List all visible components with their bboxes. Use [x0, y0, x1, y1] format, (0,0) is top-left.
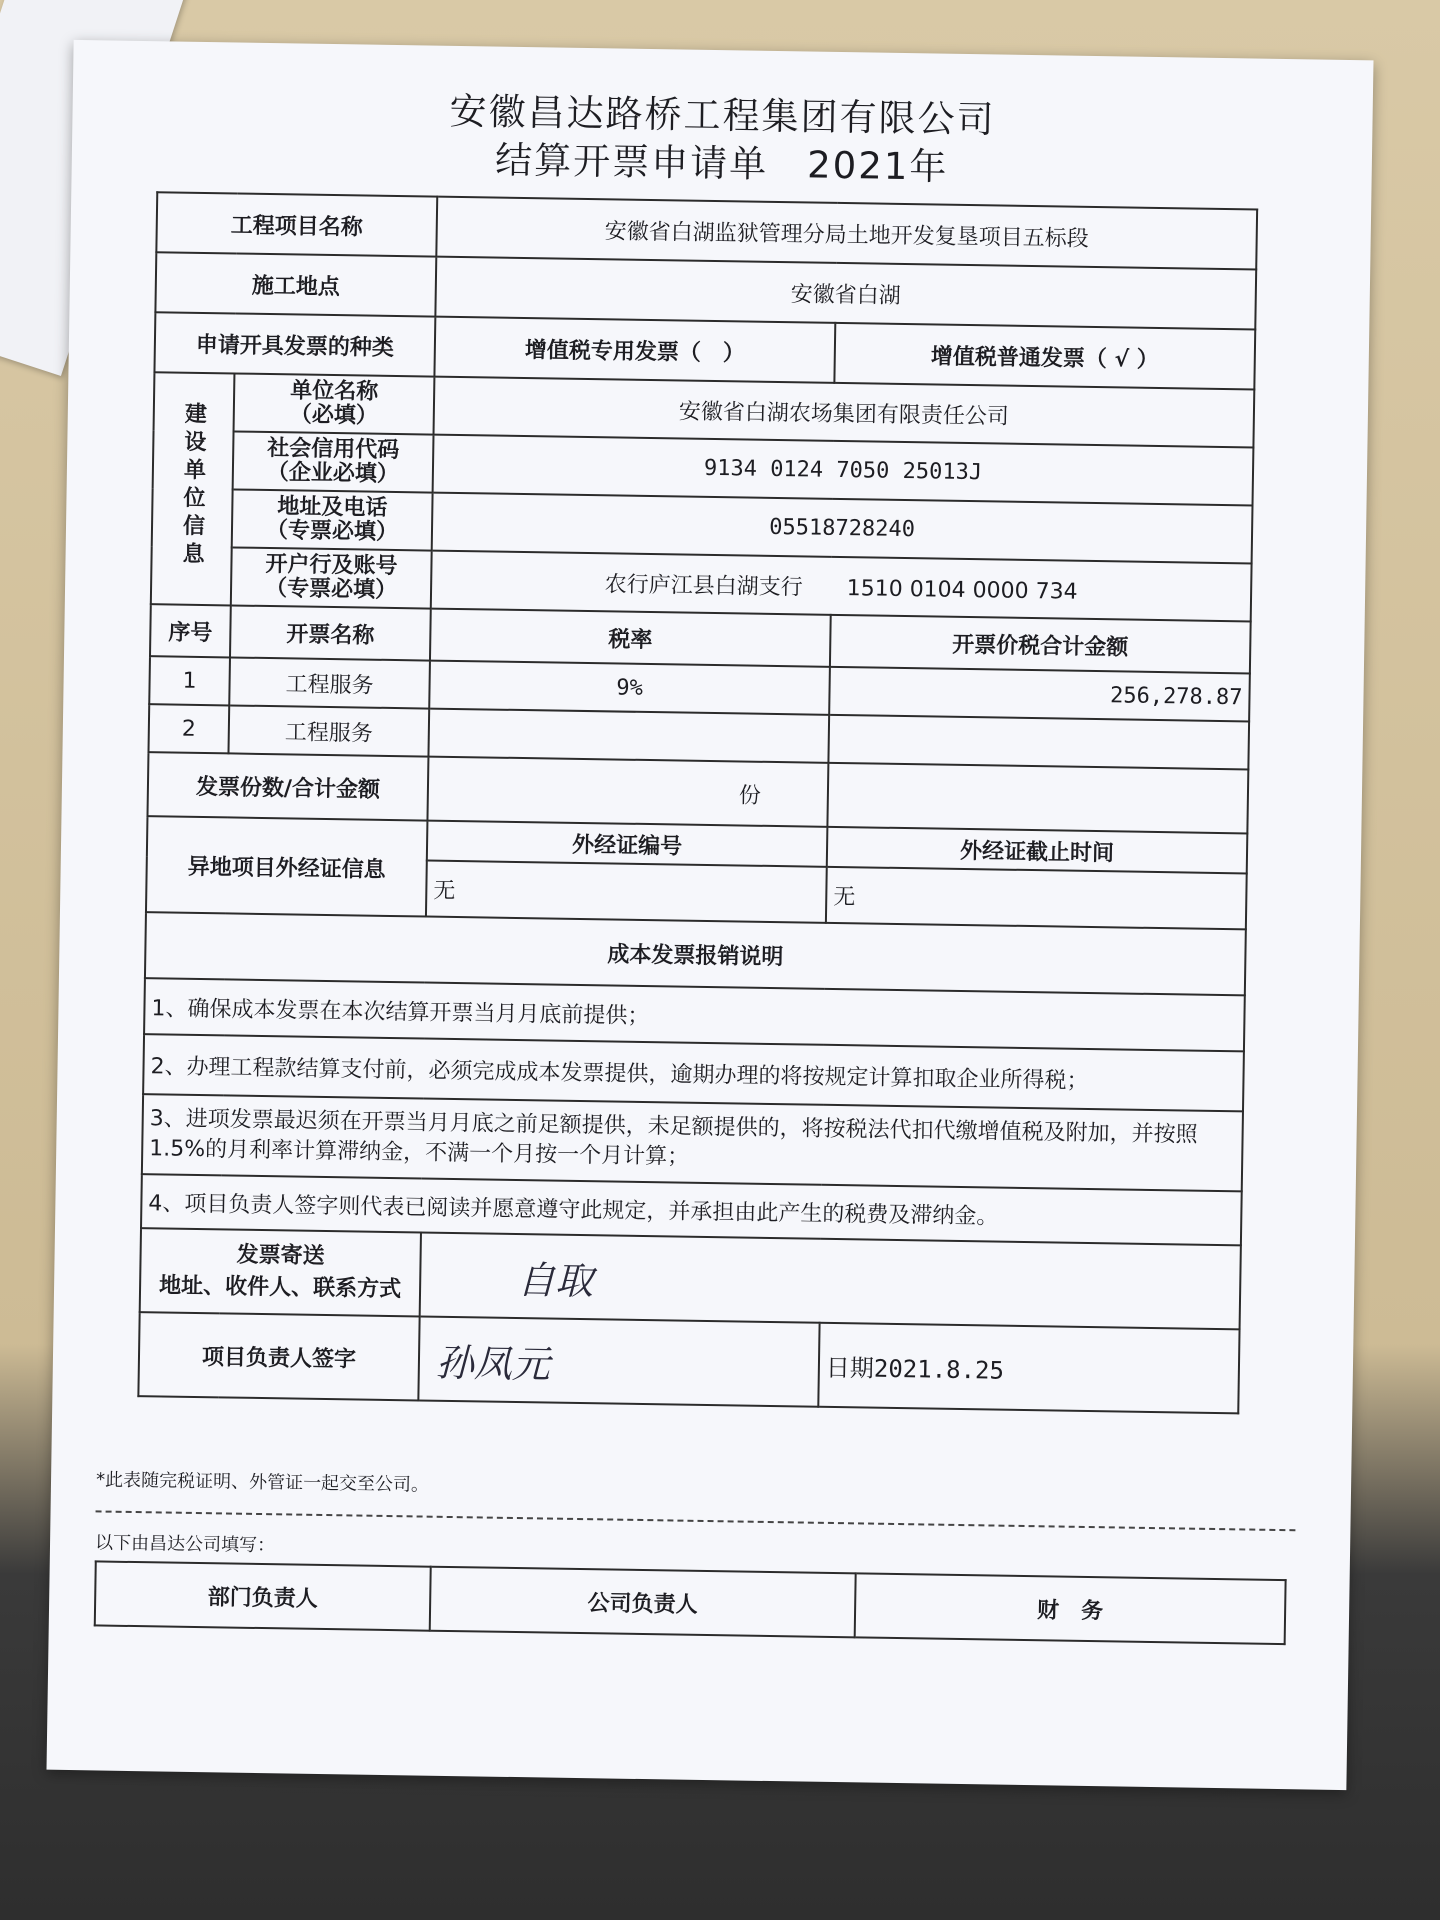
- approval-row: [95, 1561, 1286, 1644]
- project-name-value: 安徽省白湖监狱管理分局土地开发复垦项目五标段: [436, 197, 1257, 270]
- site-label: 施工地点: [155, 252, 436, 316]
- fill-note: 以下由昌达公司填写：: [94, 1532, 276, 1557]
- col-header-amount: 开票价税合计金额: [830, 615, 1251, 674]
- cost-note-4: 4、项目负责人签字则代表已阅读并愿意遵守此规定，并承担由此产生的税费及滞纳金。: [141, 1174, 1242, 1245]
- cut-line: [96, 1510, 1296, 1531]
- remote-label: 异地项目外经证信息: [146, 816, 427, 916]
- address-label: 地址及电话: [277, 494, 388, 521]
- total-amount-cell: [827, 763, 1248, 834]
- unit-name-label: 单位名称: [289, 378, 379, 405]
- row-name: 工程服务: [229, 657, 430, 708]
- cost-note-2: 2、办理工程款结算支付前，必须完成成本发票提供，逾期办理的将按规定计算扣取企业所得税；: [143, 1034, 1244, 1111]
- totals-label: 发票份数/合计金额: [147, 752, 428, 820]
- address-value: 05518728240: [432, 493, 1253, 564]
- row-no: 1: [149, 656, 230, 705]
- unit-name-req: （必填）: [289, 402, 379, 429]
- site-value: 安徽省白湖: [435, 257, 1256, 330]
- special-invoice-option: 增值税专用发票（ ）: [434, 317, 835, 383]
- date-cell: [818, 1323, 1239, 1414]
- signature-label: 项目负责人签字: [138, 1312, 419, 1400]
- project-name-label: 工程项目名称: [156, 192, 437, 256]
- credit-value: 9134 0124 7050 25013J: [433, 435, 1254, 506]
- unit-name-label-cell: [234, 373, 435, 434]
- invoice-type-label: 申请开具发票的种类: [154, 312, 435, 376]
- signature-cell: [418, 1316, 819, 1406]
- cost-note-1: 1、确保成本发票在本次结算开票当月月底前提供；: [144, 978, 1245, 1051]
- bank-req: （专票必填）: [264, 575, 398, 604]
- row-amount: [828, 715, 1249, 770]
- row-amount: 256,278.87: [829, 667, 1250, 722]
- cert-deadline-value: 无: [826, 867, 1247, 930]
- signature-handwriting: 孙凤元: [435, 1340, 551, 1387]
- col-header-rate: 税率: [430, 609, 831, 667]
- builder-group-cell: [151, 372, 235, 605]
- delivery-label-line2: 地址、收件人、联系方式: [158, 1273, 402, 1303]
- bank-label: 开户行及账号: [265, 551, 398, 580]
- normal-invoice-option: 增值税普通发票（ √ ）: [834, 323, 1255, 390]
- credit-label: 社会信用代码: [267, 435, 400, 464]
- cert-no-value: 无: [426, 861, 827, 923]
- delivery-label-cell: [140, 1228, 421, 1316]
- delivery-value-cell: [420, 1232, 1241, 1329]
- signature-date: 日期2021.8.25: [825, 1353, 1005, 1385]
- footnote: *此表随完税证明、外管证一起交至公司。: [95, 1469, 430, 1496]
- delivery-label-line1: 发票寄送: [236, 1242, 325, 1269]
- bank-label-cell: [231, 547, 432, 608]
- finance-label: 财 务: [855, 1573, 1286, 1644]
- address-label-cell: [232, 489, 433, 550]
- col-header-no: 序号: [150, 604, 231, 657]
- builder-group-label: 建设单位信息: [178, 401, 207, 571]
- copies-unit: 份: [738, 782, 762, 809]
- cert-deadline-label: 外经证截止时间: [827, 827, 1248, 874]
- row-name: 工程服务: [228, 705, 429, 756]
- approval-table: [94, 1560, 1287, 1645]
- credit-label-cell: [233, 431, 434, 492]
- col-header-name: 开票名称: [230, 605, 431, 660]
- company-name: 安徽昌达路桥工程集团有限公司: [449, 89, 996, 142]
- cost-invoice-title: 成本发票报销说明: [145, 912, 1246, 995]
- row-rate: [428, 709, 829, 763]
- form-title: 结算开票申请单 2021年: [494, 138, 949, 189]
- delivery-handwriting: 自取: [516, 1257, 594, 1303]
- bank-value: 农行庐江县白湖支行 1510 0104 0000 734: [431, 551, 1252, 622]
- cert-no-label: 外经证编号: [427, 821, 828, 867]
- row-no: 2: [148, 704, 229, 753]
- cost-note-3: 3、进项发票最迟须在开票当月月底之前足额提供，未足额提供的，将按税法代扣代缴增值税及附加，并按照1.5%的月利率计算滞纳金，不满一个月按一个月计算；: [142, 1094, 1243, 1191]
- dept-head-label: 部门负责人: [95, 1561, 431, 1630]
- invoice-request-form: [46, 40, 1373, 1790]
- credit-req: （企业必填）: [266, 459, 400, 488]
- signature-row: [138, 1312, 1239, 1413]
- copies-cell: [427, 757, 828, 827]
- row-rate: 9%: [429, 661, 830, 715]
- address-req: （专票必填）: [265, 517, 399, 546]
- form-table: [137, 191, 1258, 1414]
- company-head-label: 公司负责人: [430, 1567, 856, 1638]
- unit-name-value: 安徽省白湖农场集团有限责任公司: [434, 377, 1255, 448]
